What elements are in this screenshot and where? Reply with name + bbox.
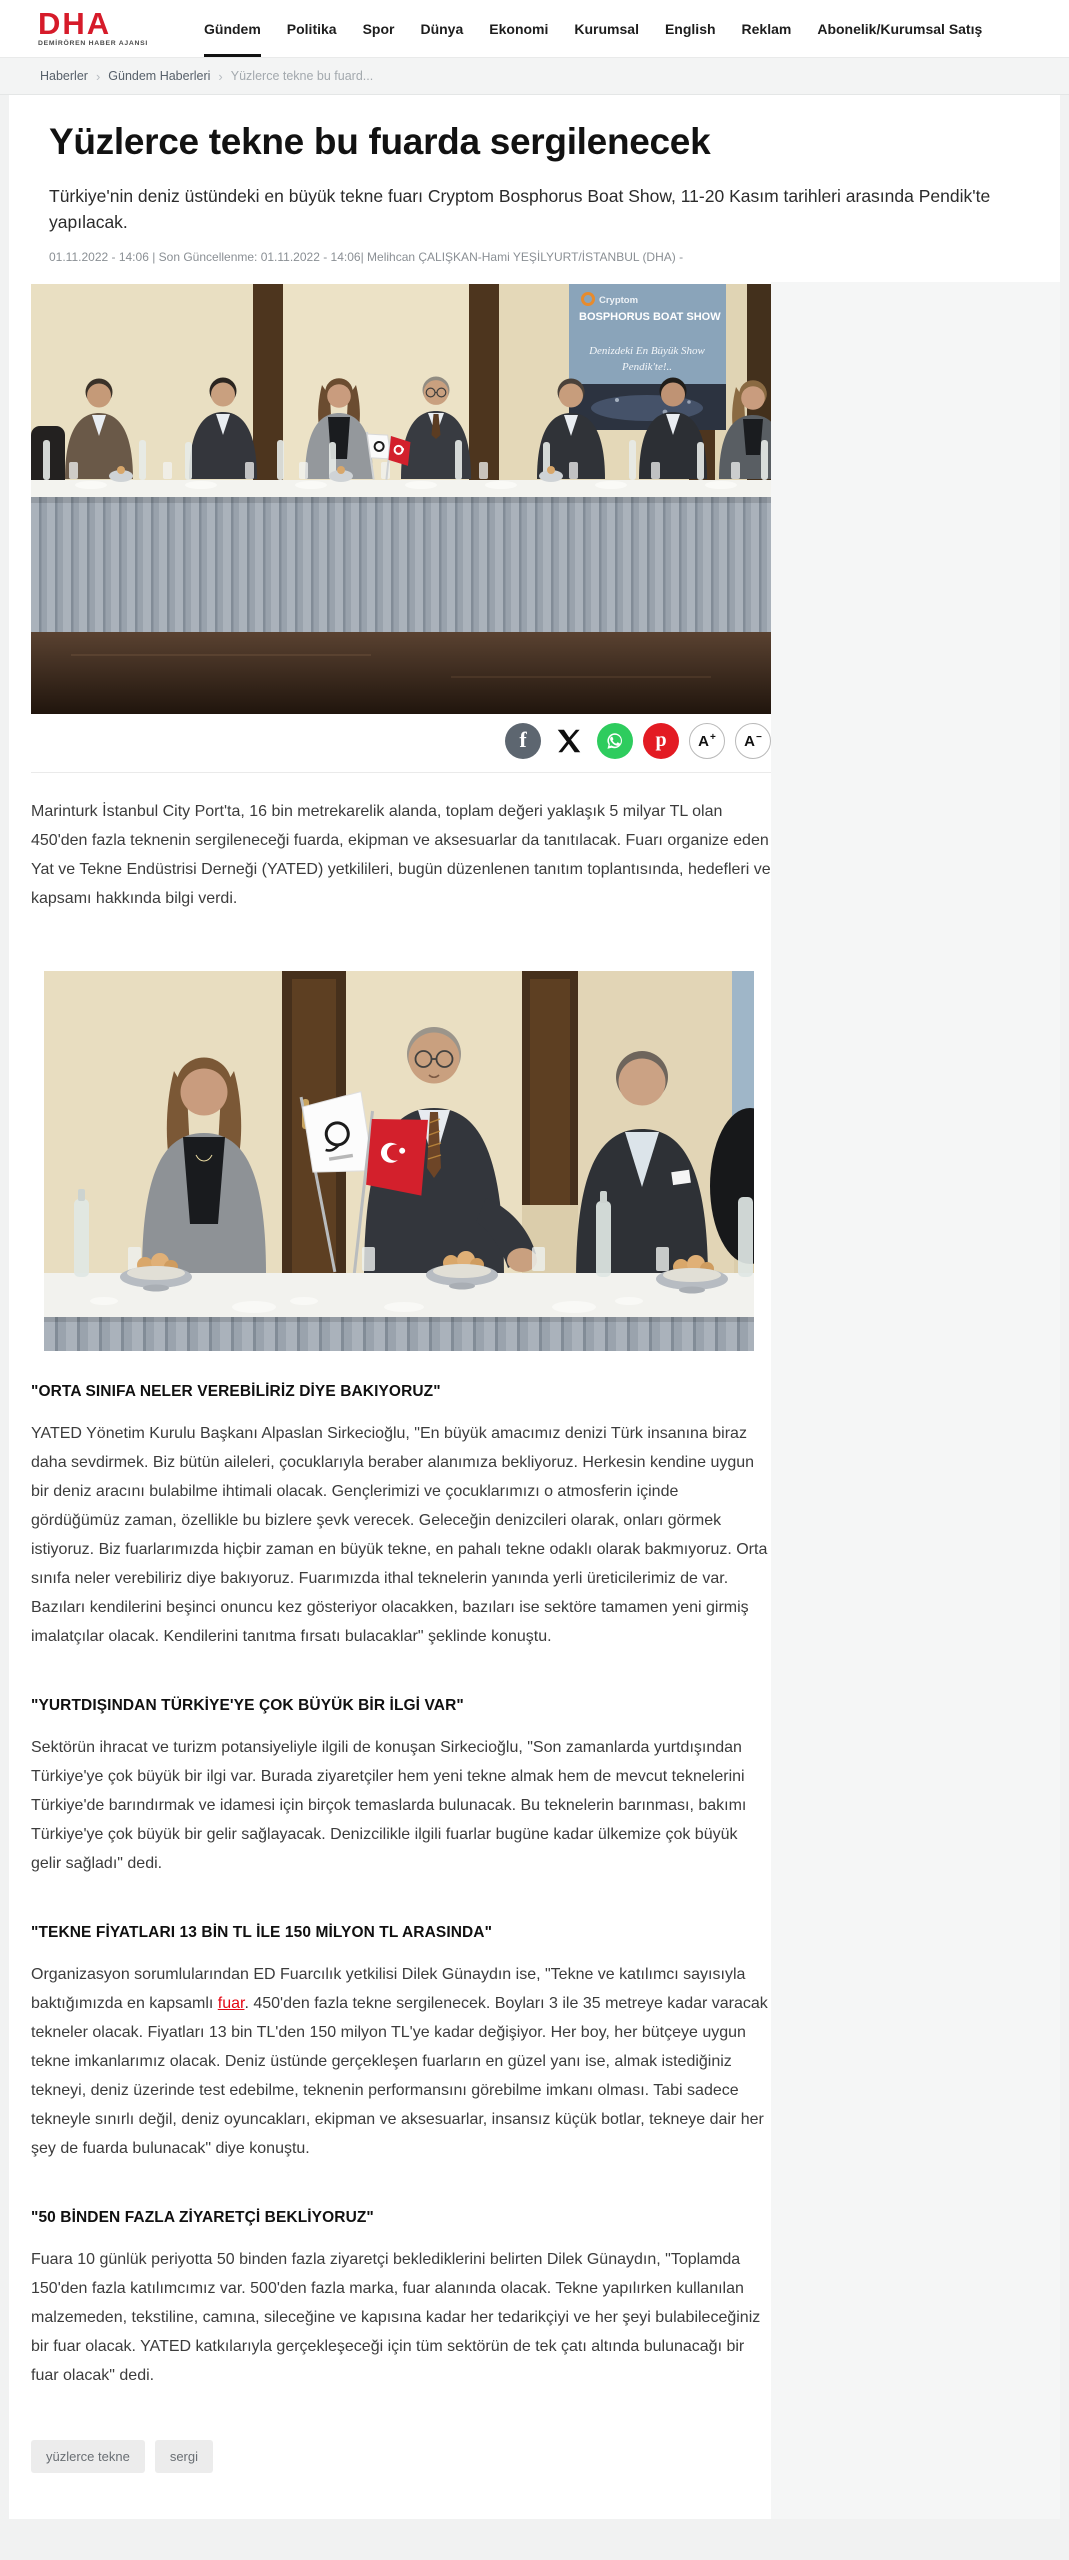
chevron-separator-icon: › — [95, 68, 101, 84]
chevron-separator-icon: › — [218, 68, 223, 84]
press-conference-photo — [31, 284, 771, 714]
facebook-icon: f — [519, 726, 527, 752]
brand-logo-text: DHA — [38, 5, 112, 41]
main-nav — [204, 0, 982, 57]
paragraph: YATED Yönetim Kurulu Başkanı Alpaslan Sirkecioğlu, "En büyük amacımız denizi Türk insanına biraz daha sevdirmek. Biz bütün aileleri, çocuklarıyla beraber alanımıza bekliyoruz. Herkesin kendine uygun bir deniz aracını bulabilme ihtimali olacak. Gençlerimizi ve çocuklarımızı o atmosferin içinde gördüğümüz zaman, özellikle bu bizlere şevk verecek. Geleceğin denizcileri olarak, onları görmek istiyoruz. Biz fuarlarımızda hiçbir zaman en büyük tekne, en pahalı tekne odaklı olarak bakmıyoruz. Orta sınıfa neler verebiliriz diye bakıyoruz. Fuarımızda ithal teknelerin yanında yerli üreticilerimiz de var. Bazıları kendilerini beşinci onuncu kez gösteriyor olacakken, bazıları ise sektöre tamamen yeni girmiş imalatçılar olacak. Kendilerini tanıtma fırsatı bulacaklar" şeklinde konuştu. — [31, 1424, 768, 1645]
paragraph — [31, 1960, 771, 2163]
font-increase-icon: A+ — [698, 731, 716, 750]
section-heading-tekne-fiyatlari: "TEKNE FİYATLARI 13 BİN TL İLE 150 MİLYON TL ARASINDA" — [31, 1923, 493, 1941]
paragraph: Sektörün ihracat ve turizm potansiyeliyle ilgili de konuşan Sirkecioğlu, "Son zamanlarda yurtdışından Türkiye'ye çok büyük bir ilgi var. Burada ziyaretçiler hem yeni tekne almak hem de mevcut teknelerini Türkiye'de barındırmak ve idamesi için birçok temaslarda bulunacak. Bu teknelerin barınması, bakımı Türkiye'ye çok büyük bir gelir sağlayacak. Denizcilikle ilgili fuarlar bugüne kadar ülkemize çok büyük gelir sağladı" dedi. — [31, 1738, 747, 1872]
article-card — [9, 95, 1060, 2519]
share-toolbar — [31, 723, 771, 759]
whatsapp-share-button[interactable] — [597, 723, 633, 759]
banner-title: BOSPHORUS BOAT SHOW — [579, 310, 721, 323]
article-meta: 01.11.2022 - 14:06 | Son Güncellenme: 01.11.2022 - 14:06| Melihcan ÇALIŞKAN-Hami YEŞİLYURT/İSTANBUL (DHA) - — [49, 249, 684, 264]
breadcrumb-gundem-haberleri[interactable]: Gündem Haberleri — [108, 69, 211, 83]
tag-sergi[interactable]: sergi — [155, 2440, 213, 2473]
article-subtitle: Türkiye'nin deniz üstündeki en büyük tekne fuarı Cryptom Bosphorus Boat Show, 11-20 Kasım tarihleri arasında Pendik'te yapılacak. — [49, 186, 991, 233]
section-heading-ziyaretci: "50 BİNDEN FAZLA ZİYARETÇİ BEKLİYORUZ" — [31, 2208, 374, 2226]
brand-logo[interactable] — [38, 0, 148, 57]
font-decrease-button[interactable] — [735, 723, 771, 759]
font-decrease-icon: A− — [744, 731, 762, 750]
nav-item-english[interactable]: English — [664, 20, 716, 37]
divider — [31, 772, 771, 773]
nav-item-reklam[interactable]: Reklam — [741, 20, 792, 37]
tag-list — [31, 2440, 771, 2473]
right-rail — [771, 282, 1060, 2519]
article-header — [9, 95, 1060, 282]
tag-yuzlerce-tekne[interactable]: yüzlerce tekne — [31, 2440, 145, 2473]
paragraph: Fuara 10 günlük periyotta 50 binden fazla ziyaretçi beklediklerini belirten Dilek Günaydın, "Toplamda 150'den fazla katılımcımız var. 500'den fazla marka, fuar alanında olacak. Tekne yapılırken kullanılan malzemeden, tekstiline, camına, sileceğine ve kapısına kadar her tedarikçiyi ve her şeyi bulabileceğiniz bir fuar olacak. YATED katkılarıyla gerçekleşeceği için tüm sektörün de tek çatı altında bulunacağı bir fuar olacak" dedi. — [31, 2250, 761, 2384]
footer-band — [0, 2519, 1069, 2553]
nav-item-politika[interactable]: Politika — [286, 20, 337, 37]
banner-script-2: Pendik'te!.. — [622, 360, 672, 373]
section-heading-yurtdisi-ilgi: "YURTDIŞINDAN TÜRKİYE'YE ÇOK BÜYÜK BİR İLGİ VAR" — [31, 1696, 464, 1714]
event-banner — [569, 284, 726, 430]
nav-item-gundem[interactable]: Gündem — [204, 0, 261, 57]
article-image-main — [31, 284, 771, 714]
facebook-share-button[interactable] — [505, 723, 541, 759]
site-header — [0, 0, 1069, 57]
paragraph-intro: Marinturk İstanbul City Port'ta, 16 bin metrekarelik alanda, toplam değeri yaklaşık 5 milyar TL olan 450'den fazla teknenin sergileneceği fuarda, ekipman ve aksesuarlar da tanıtılacak. Fuarı organize eden Yat ve Tekne Endüstrisi Derneği (YATED) yetkilileri, bugün düzenlenen tanıtım toplantısında, hedefleri ve kapsamı hakkında bilgi verdi. — [31, 802, 771, 907]
nav-item-abonelik[interactable]: Abonelik/Kurumsal Satış — [817, 20, 983, 37]
article-body — [9, 282, 771, 2519]
x-icon — [554, 726, 584, 756]
section-heading-orta-sinif: "ORTA SINIFA NELER VEREBİLİRİZ DİYE BAKIYORUZ" — [31, 1382, 441, 1400]
nav-item-ekonomi[interactable]: Ekonomi — [489, 20, 549, 37]
nav-item-dunya[interactable]: Dünya — [420, 20, 464, 37]
font-increase-button[interactable] — [689, 723, 725, 759]
x-share-button[interactable] — [551, 723, 587, 759]
banner-brand: Cryptom — [599, 294, 639, 306]
speakers-closeup-photo — [44, 971, 754, 1351]
breadcrumb-haberler[interactable]: Haberler — [40, 69, 88, 83]
nav-item-kurumsal[interactable]: Kurumsal — [574, 20, 639, 37]
breadcrumb-current: Yüzlerce tekne bu fuard... — [230, 69, 374, 83]
article-image-secondary — [44, 971, 754, 1351]
pinterest-share-button[interactable] — [643, 723, 679, 759]
banner-script-1: Denizdeki En Büyük Show — [589, 344, 705, 357]
fuar-link[interactable]: fuar — [217, 1994, 245, 2012]
paragraph-text: . 450'den fazla tekne sergilenecek. Boyları 3 ile 35 metreye kadar varacak tekneler olacak. Fiyatları 13 bin TL'den 150 milyon TL'ye kadar değişiyor. Her boy, her bütçeye uygun tekne imkanlarımız olacak. Deniz üstünde gerçekleşen fuarların en güzel yanı ise, almak istediğiniz tekneyi, deniz üzerinde test edebilme, teknenin performansını görebilme imkanı olması. Tabi sadece tekneyle sınırlı değil, deniz oyuncakları, ekipman ve aksesuarlar, insansız küçük botlar, tekneye dair her şey de fuarda bulunacak" diye konuştu. — [31, 1994, 768, 2157]
nav-item-spor[interactable]: Spor — [362, 20, 395, 37]
page-title: Yüzlerce tekne bu fuarda sergilenecek — [49, 121, 711, 162]
brand-tagline: DEMİRÖREN HABER AJANSI — [38, 40, 148, 48]
breadcrumb — [0, 57, 1069, 95]
paragraph-text: Organizasyon sorumlularından ED Fuarcılık yetkilisi Dilek Günaydın ise, "Tekne ve katılımcı sayısıyla baktığımızda en kapsamlı — [31, 1965, 746, 2012]
whatsapp-icon — [604, 730, 626, 752]
pinterest-icon: p — [655, 729, 667, 751]
